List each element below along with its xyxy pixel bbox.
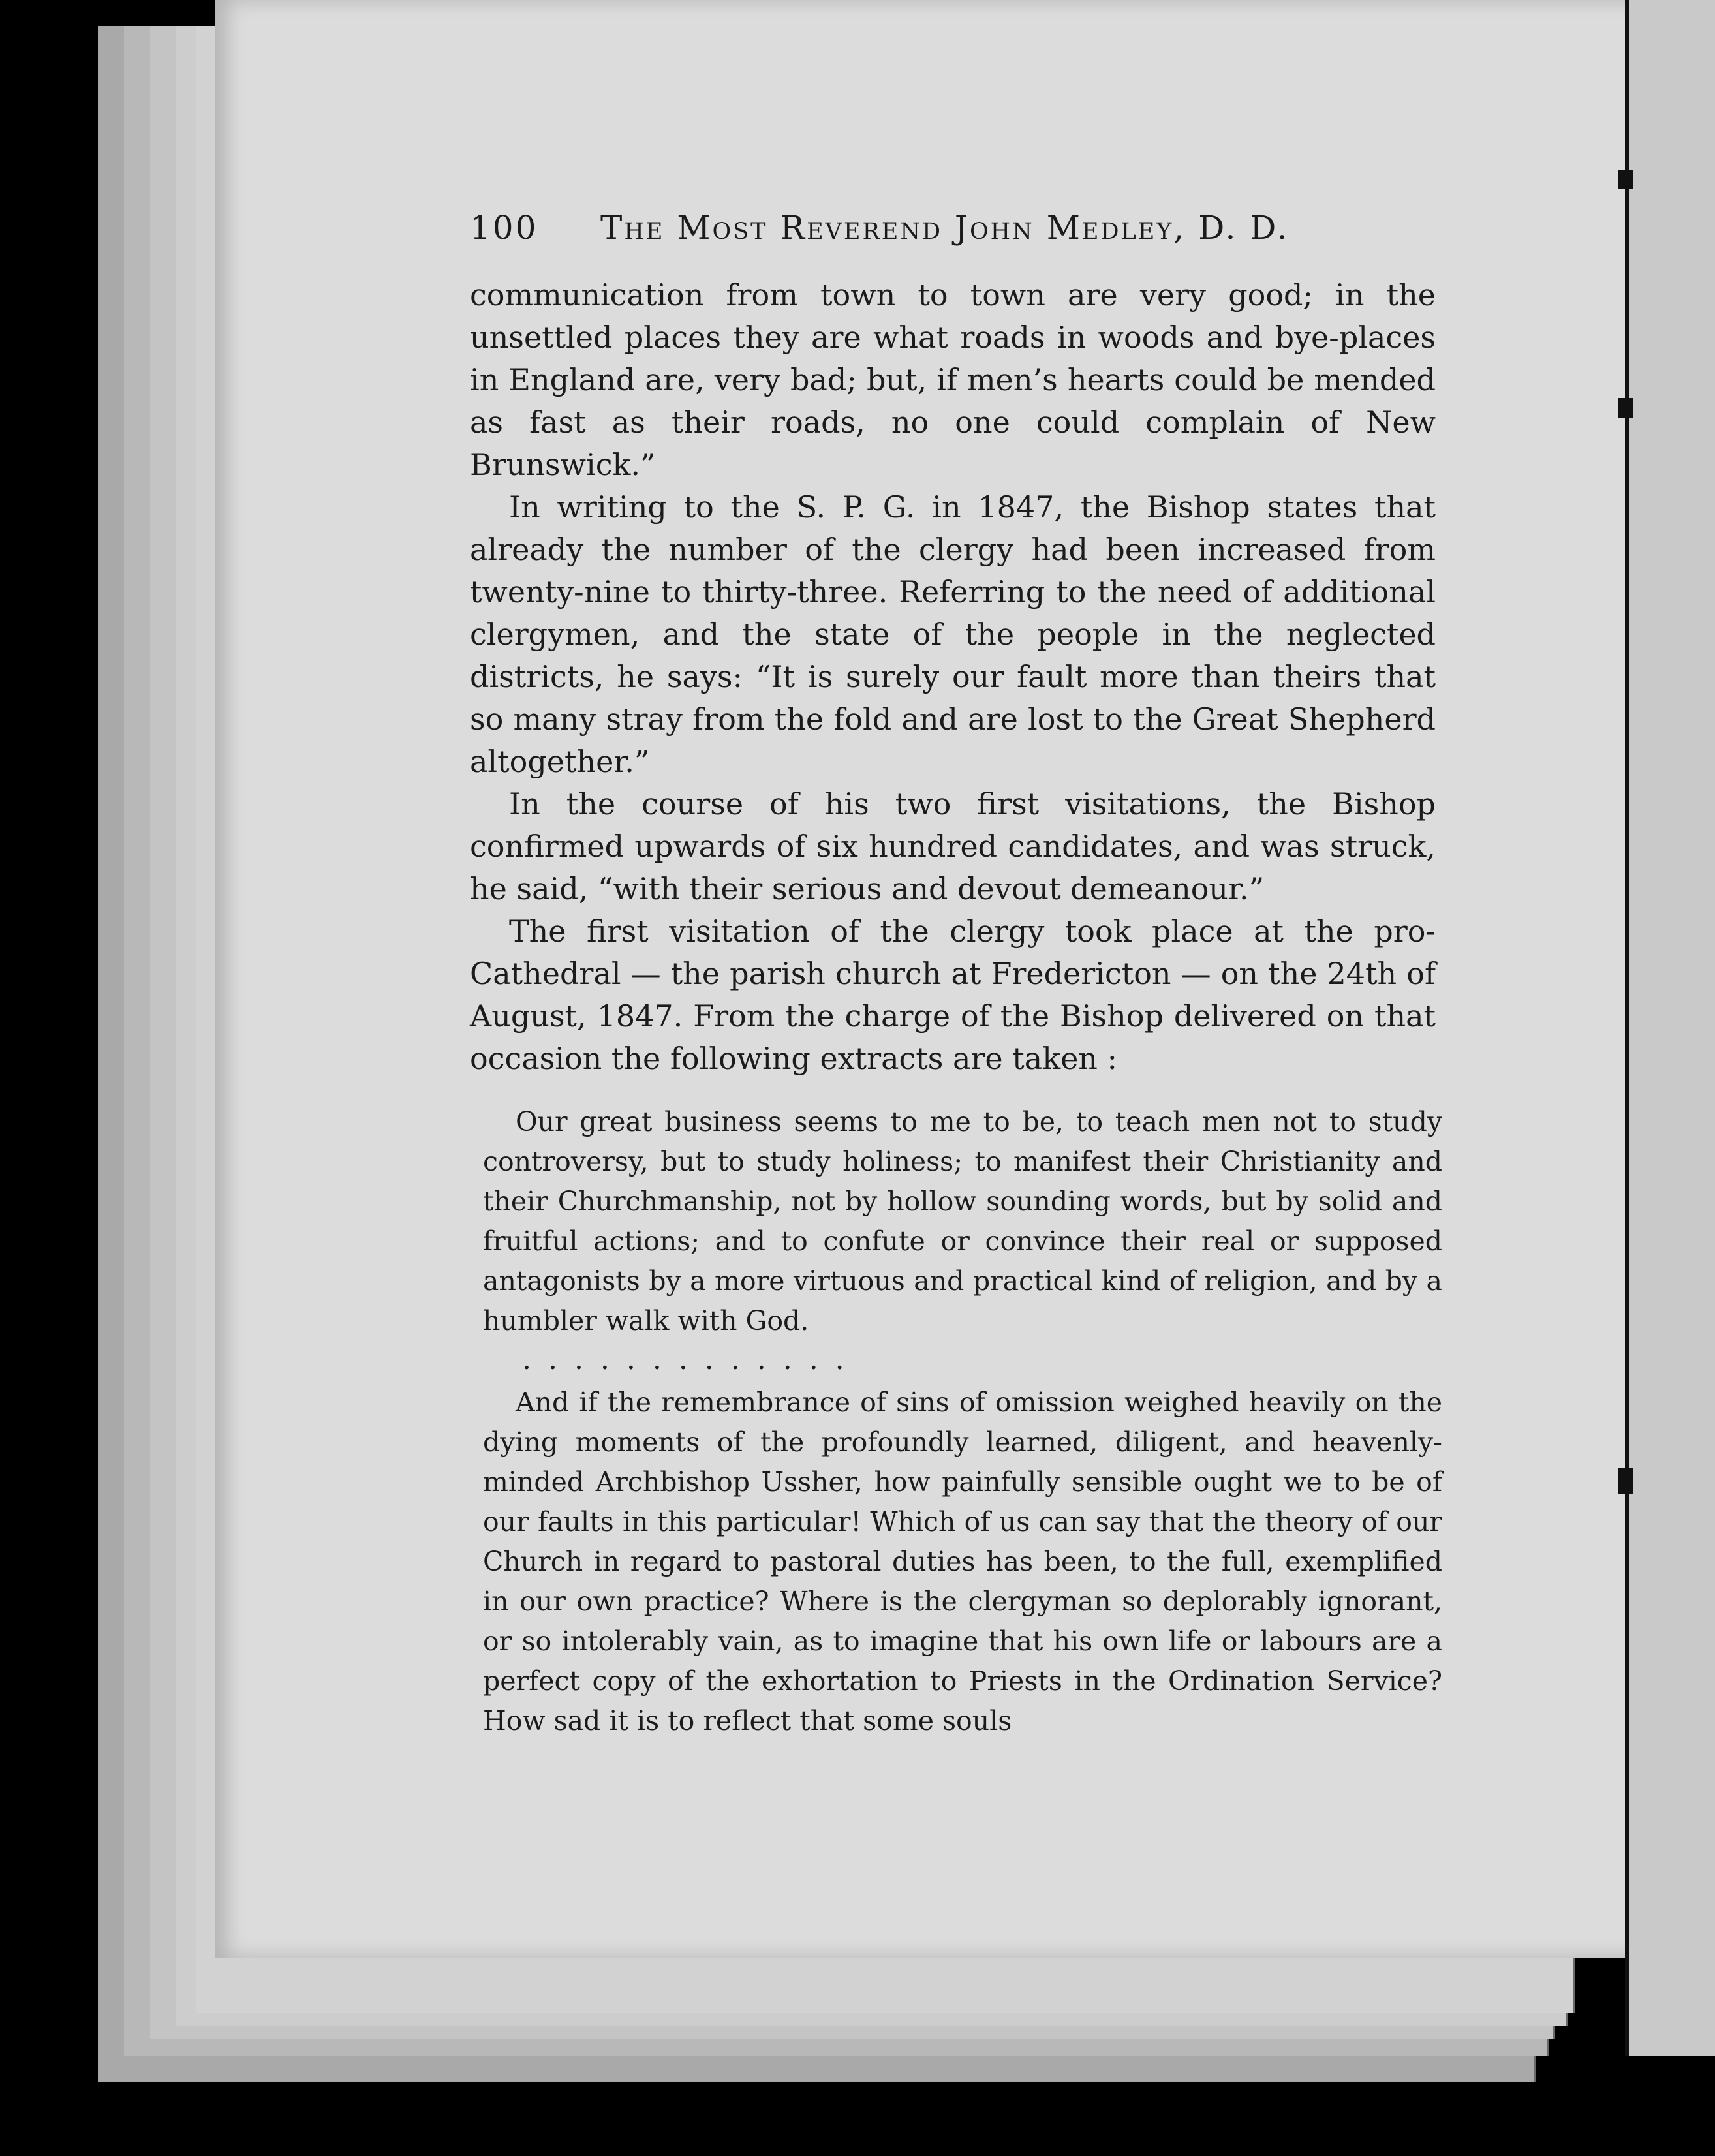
page-content [470,209,1442,1741]
book-title: The Most Reverend John Medley, D. D. [600,209,1290,247]
paragraph: communication from town to town are very good; in the unsettled places they are what roads in woods and bye-places in England are, very bad; but, if men’s hearts could be mended as fast as their roads, no one could complain of New Brunswick.” [470,277,1436,482]
spine-mark [1618,170,1633,189]
paragraph: In writing to the S. P. G. in 1847, the Bishop states that already the number of the clergy had been increased from twenty-nine to thirty-three. Referring to the need of additional clergymen, and the state of the people in the neglected districts, he says: “It is surely our fault more than theirs that so many stray from the fold and are lost to the Great Shepherd altogether.” [470,489,1436,779]
page-number: 100 [470,209,538,247]
paragraph: In the course of his two first visitations, the Bishop confirmed upwards of six hundred candidates, and was struck, he said, “with their serious and devout demeanour.” [470,786,1436,906]
extract-paragraph: And if the remembrance of sins of omission weighed heavily on the dying moments of the profoundly learned, diligent, and heavenly-minded Archbishop Ussher, how painfully sensible ought we to be of our faults in this particular! Which of us can say that the theory of our Church in regard to pastoral duties has been, to the full, exemplified in our own practice? Where is the clergyman so deplorably ignorant, or so intolerably vain, as to imagine that his own life or labours are a perfect copy of the exhortation to Priests in the Ordination Service? How sad it is to reflect that some souls [483,1387,1442,1736]
running-head [470,209,1436,261]
facing-page-edge [1625,0,1715,2056]
quoted-extract [483,1102,1442,1741]
paragraph: The first visitation of the clergy took place at the pro-Cathedral — the parish church at Fredericton — on the 24th of August, 1847. From the charge of the Bishop delivered on that occasion the following extracts are taken : [470,914,1436,1076]
spine-mark [1618,398,1633,418]
spine-mark [1618,1468,1633,1494]
extract-paragraph: Our great business seems to me to be, to teach men not to study controversy, but to study holiness; to manifest their Christianity and their Churchmanship, not by hollow sounding words, but by solid and fruitful actions; and to confute or convince their real or supposed antagonists by a more virtuous and practical kind of religion, and by a humbler walk with God. [483,1106,1442,1336]
body-text [470,274,1436,1080]
ellipsis-dots: . . . . . . . . . . . . . [522,1343,848,1376]
